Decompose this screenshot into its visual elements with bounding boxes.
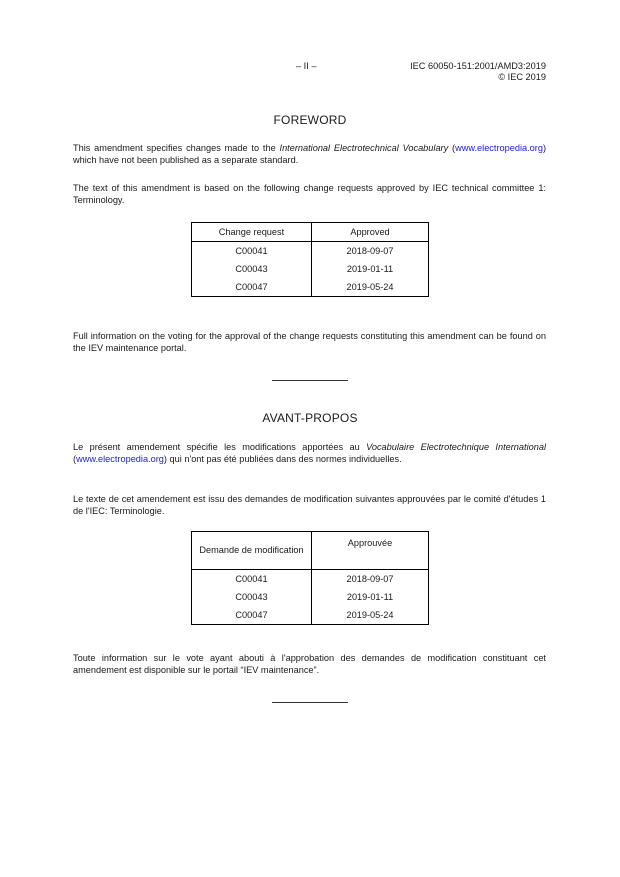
avant-propos-p1-vocabulary-name: Vocabulaire Electrotechnique International <box>366 442 546 452</box>
approval-date: 2018-09-07 <box>312 242 429 261</box>
avant-propos-p1-text-b: ) qui n'ont pas été publiées dans des normes individuelles. <box>163 453 402 464</box>
avant-propos-paragraph-1 <box>73 442 546 465</box>
change-request-id: C00043 <box>192 260 312 278</box>
standard-designation: IEC 60050-151:2001/AMD3:2019 <box>410 61 546 71</box>
electropedia-link[interactable]: www.electropedia.org <box>455 143 543 153</box>
change-request-id: C00047 <box>192 278 312 297</box>
change-request-id: C00041 <box>192 570 312 589</box>
foreword-paragraph-1 <box>73 143 546 166</box>
table-header-demande: Demande de modification <box>192 532 312 570</box>
change-request-id: C00047 <box>192 606 312 625</box>
approval-date: 2019-05-24 <box>312 278 429 297</box>
foreword-paragraph-3: Full information on the voting for the approval of the change requests constituting this amendment can be found on the IEV maintenance portal. <box>73 331 546 353</box>
section-divider <box>272 380 348 381</box>
standard-reference <box>410 61 546 83</box>
table-row <box>192 588 429 606</box>
copyright-line: © IEC 2019 <box>498 72 546 82</box>
table-header-approved: Approved <box>312 223 429 242</box>
change-request-id: C00043 <box>192 588 312 606</box>
foreword-p1-vocabulary-name: International Electrotechnical Vocabulary <box>279 143 449 153</box>
table-row <box>192 570 429 589</box>
foreword-p1-text-a: This amendment specifies changes made to the <box>73 143 280 153</box>
approval-date: 2018-09-07 <box>312 570 429 589</box>
avant-propos-title: AVANT-PROPOS <box>262 411 358 425</box>
foreword-p1-open-paren: ( <box>448 143 456 153</box>
table-row <box>192 242 429 261</box>
approval-date: 2019-05-24 <box>312 606 429 625</box>
electropedia-link[interactable]: www.electropedia.org <box>76 453 164 464</box>
page-number: – II – <box>296 61 317 71</box>
foreword-p1-text-b: ) which have not been published as a separate standard. <box>73 143 546 165</box>
approval-date: 2019-01-11 <box>312 588 429 606</box>
approval-date: 2019-01-11 <box>312 260 429 278</box>
avant-propos-p1-text-a: Le présent amendement spécifie les modifications apportées au <box>73 442 367 452</box>
table-row <box>192 278 429 297</box>
avant-propos-paragraph-2: Le texte de cet amendement est issu des demandes de modification suivantes approuvées par le comité d'études 1 de l'IEC: Terminologie. <box>73 494 546 516</box>
section-divider <box>272 702 348 703</box>
demande-modification-table <box>191 531 429 625</box>
change-request-id: C00041 <box>192 242 312 261</box>
avant-propos-paragraph-3: Toute information sur le vote ayant abouti à l'approbation des demandes de modification constituant cet amendement est disponible sur le portail “IEV maintenance”. <box>73 653 546 675</box>
table-header-approuvee: Approuvée <box>312 532 429 570</box>
change-request-table <box>191 222 429 297</box>
table-header-change-request: Change request <box>192 223 312 242</box>
avant-propos-p1-open-paren: ( <box>73 453 77 464</box>
table-row <box>192 606 429 625</box>
foreword-title: FOREWORD <box>273 113 347 127</box>
table-row <box>192 260 429 278</box>
foreword-paragraph-2: The text of this amendment is based on the following change requests approved by IEC technical committee 1: Terminology. <box>73 183 546 205</box>
